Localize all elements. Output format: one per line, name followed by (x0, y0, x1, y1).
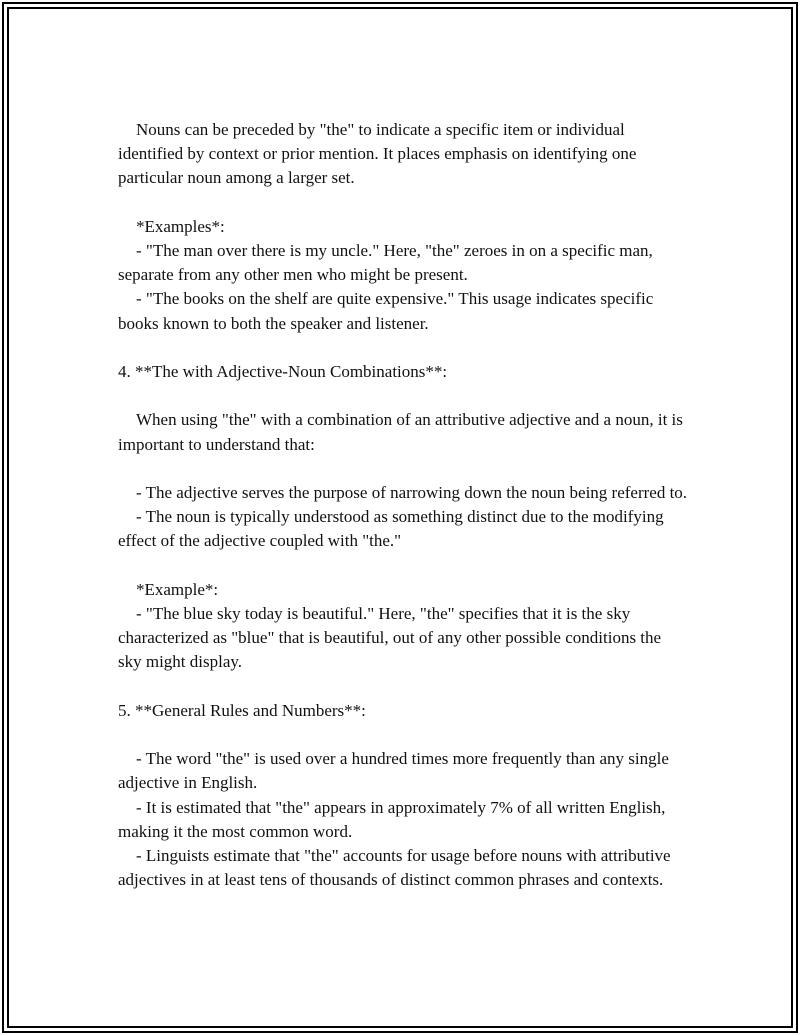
paragraph-intro: Nouns can be preceded by "the" to indicate a specific item or individual identified by context or prior mention. It places emphasis on identifying one particular noun among a larger set. (118, 120, 637, 188)
bullet-item: - The noun is typically understood as something distinct due to the modifying effect of the adjective coupled with "the." (118, 507, 664, 551)
example-item: - "The man over there is my uncle." Here, "the" zeroes in on a specific man, separate from any other men who might be present. (118, 241, 653, 285)
spacer (118, 675, 688, 699)
spacer (118, 457, 688, 481)
document-body (118, 118, 688, 892)
spacer (118, 336, 688, 360)
examples-label: *Examples*: (136, 216, 225, 236)
example-item: - "The blue sky today is beautiful." Here, "the" specifies that it is the sky characterized as "blue" that is beautiful, out of any other possible conditions the sky might display. (118, 603, 662, 672)
example-item: - "The books on the shelf are quite expensive." This usage indicates specific books known to both the speaker and listener. (118, 289, 654, 333)
paragraph-adjective-noun: When using "the" with a combination of an attributive adjective and a noun, it is important to understand that: (118, 410, 683, 454)
spacer (118, 384, 688, 408)
spacer (118, 723, 688, 747)
rule-item: - Linguists estimate that "the" accounts for usage before nouns with attributive adjectives in at least tens of thousands of distinct common phrases and contexts. (118, 845, 671, 890)
rule-item: - It is estimated that "the" appears in approximately 7% of all written English, making it the most common word. (118, 797, 666, 841)
section-heading-5: 5. **General Rules and Numbers**: (118, 700, 366, 720)
section-heading-4: 4. **The with Adjective-Noun Combinations**: (118, 362, 448, 381)
rule-item: - The word "the" is used over a hundred times more frequently than any single adjective in English. (118, 749, 669, 793)
spacer (118, 191, 688, 215)
example-label: *Example*: (136, 579, 219, 599)
bullet-item: - The adjective serves the purpose of narrowing down the noun being referred to. (136, 482, 688, 502)
spacer (118, 554, 688, 578)
